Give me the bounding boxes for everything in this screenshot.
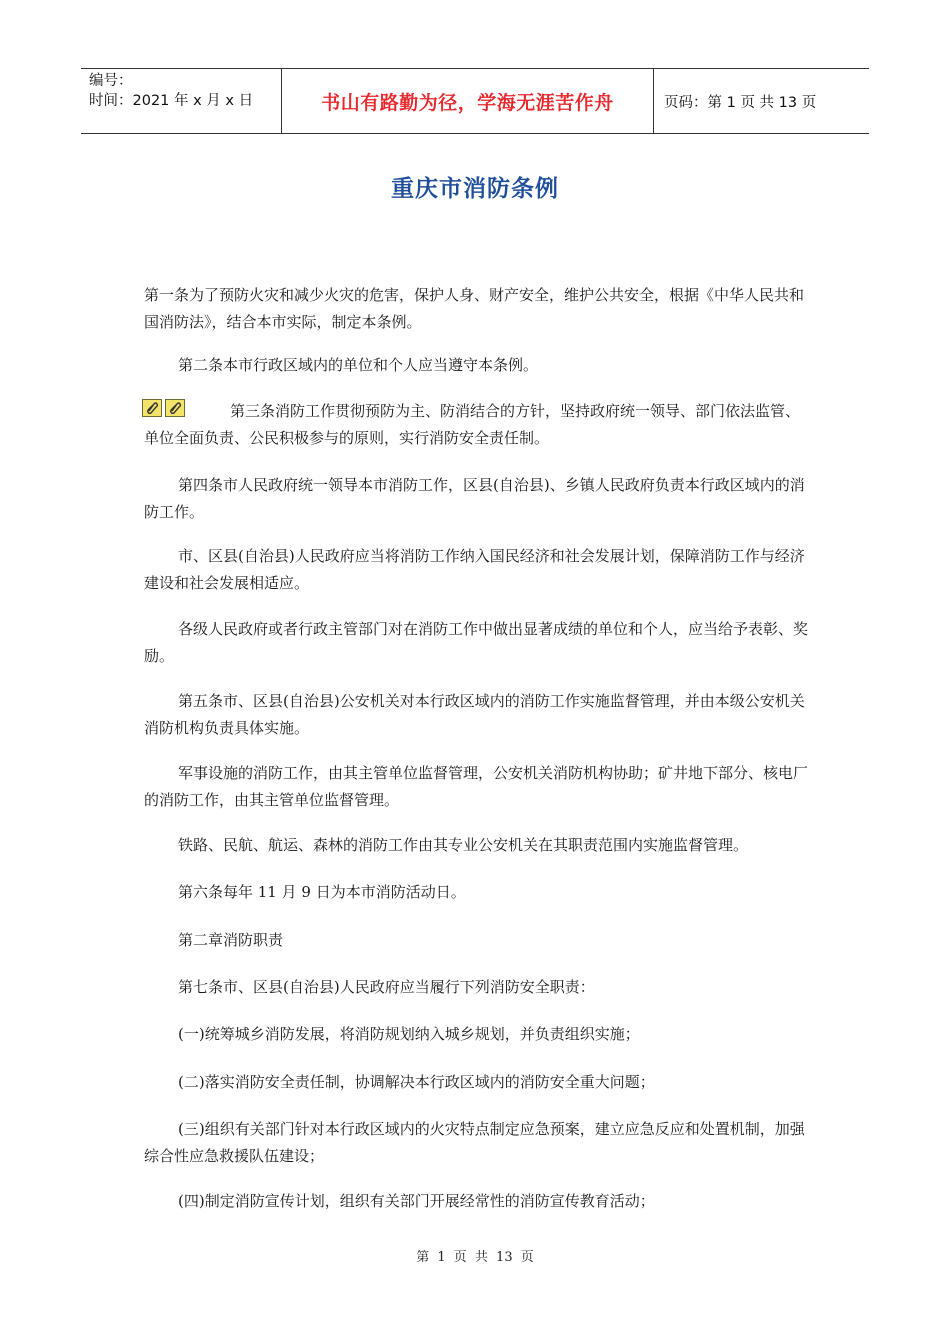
number-label: 编号：: [89, 73, 133, 89]
header-motto: 书山有路勤为径，学海无涯苦作舟: [281, 69, 654, 133]
paragraph-article-7: 第七条市、区县(自治县)人民政府应当履行下列消防安全职责：: [178, 978, 595, 996]
paragraph-article-4-2: 市、区县(自治县)人民政府应当将消防工作纳入国民经济和社会发展计划，保障消防工作与经济建设和社会发展相适应。: [144, 547, 805, 592]
document-title: 重庆市消防条例: [391, 176, 559, 202]
page-footer: 第 1 页 共 13 页: [416, 1250, 534, 1265]
list-item: (三)组织有关部门针对本行政区域内的火灾特点制定应急预案，建立应急反应和处置机制，加强综合性应急救援队伍建设；: [144, 1120, 805, 1165]
time-label: 时间：2021 年 x 月 x 日: [89, 93, 254, 109]
list-item: (一)统筹城乡消防发展，将消防规划纳入城乡规划，并负责组织实施；: [178, 1025, 640, 1043]
paragraph-article-1: 第一条为了预防火灾和减少火灾的危害，保护人身、财产安全，维护公共安全，根据《中华人民共和国消防法》，结合本市实际，制定本条例。: [144, 286, 805, 331]
paragraph-article-4-3: 各级人民政府或者行政主管部门对在消防工作中做出显著成绩的单位和个人，应当给予表彰、奖励。: [144, 620, 809, 665]
list-item: (四)制定消防宣传计划，组织有关部门开展经常性的消防宣传教育活动；: [178, 1192, 655, 1210]
list-item: (二)落实消防安全责任制，协调解决本行政区域内的消防安全重大问题；: [178, 1073, 655, 1091]
chapter-heading: 第二章消防职责: [178, 931, 284, 949]
paragraph-article-5: 第五条市、区县(自治县)公安机关对本行政区域内的消防工作实施监督管理，并由本级公安机关消防机构负责具体实施。: [144, 692, 805, 737]
paragraph-article-3: 第三条消防工作贯彻预防为主、防消结合的方针，坚持政府统一领导、部门依法监管、单位全面负责、公民积极参与的原则，实行消防安全责任制。: [144, 402, 801, 447]
header-meta: [81, 69, 281, 133]
paragraph-article-4: 第四条市人民政府统一领导本市消防工作，区县(自治县)、乡镇人民政府负责本行政区域内的消防工作。: [144, 476, 805, 521]
paragraph-article-5-2: 军事设施的消防工作，由其主管单位监督管理，公安机关消防机构协助；矿井地下部分、核电厂的消防工作，由其主管单位监督管理。: [144, 764, 809, 809]
paragraph-article-2: 第二条本市行政区域内的单位和个人应当遵守本条例。: [178, 356, 539, 374]
header-page-info: 页码：第 1 页 共 13 页: [664, 94, 817, 111]
header-table: [81, 68, 869, 134]
paragraph-article-6: 第六条每年 11 月 9 日为本市消防活动日。: [178, 883, 466, 901]
paragraph-article-5-3: 铁路、民航、航运、森林的消防工作由其专业公安机关在其职责范围内实施监督管理。: [178, 836, 749, 854]
